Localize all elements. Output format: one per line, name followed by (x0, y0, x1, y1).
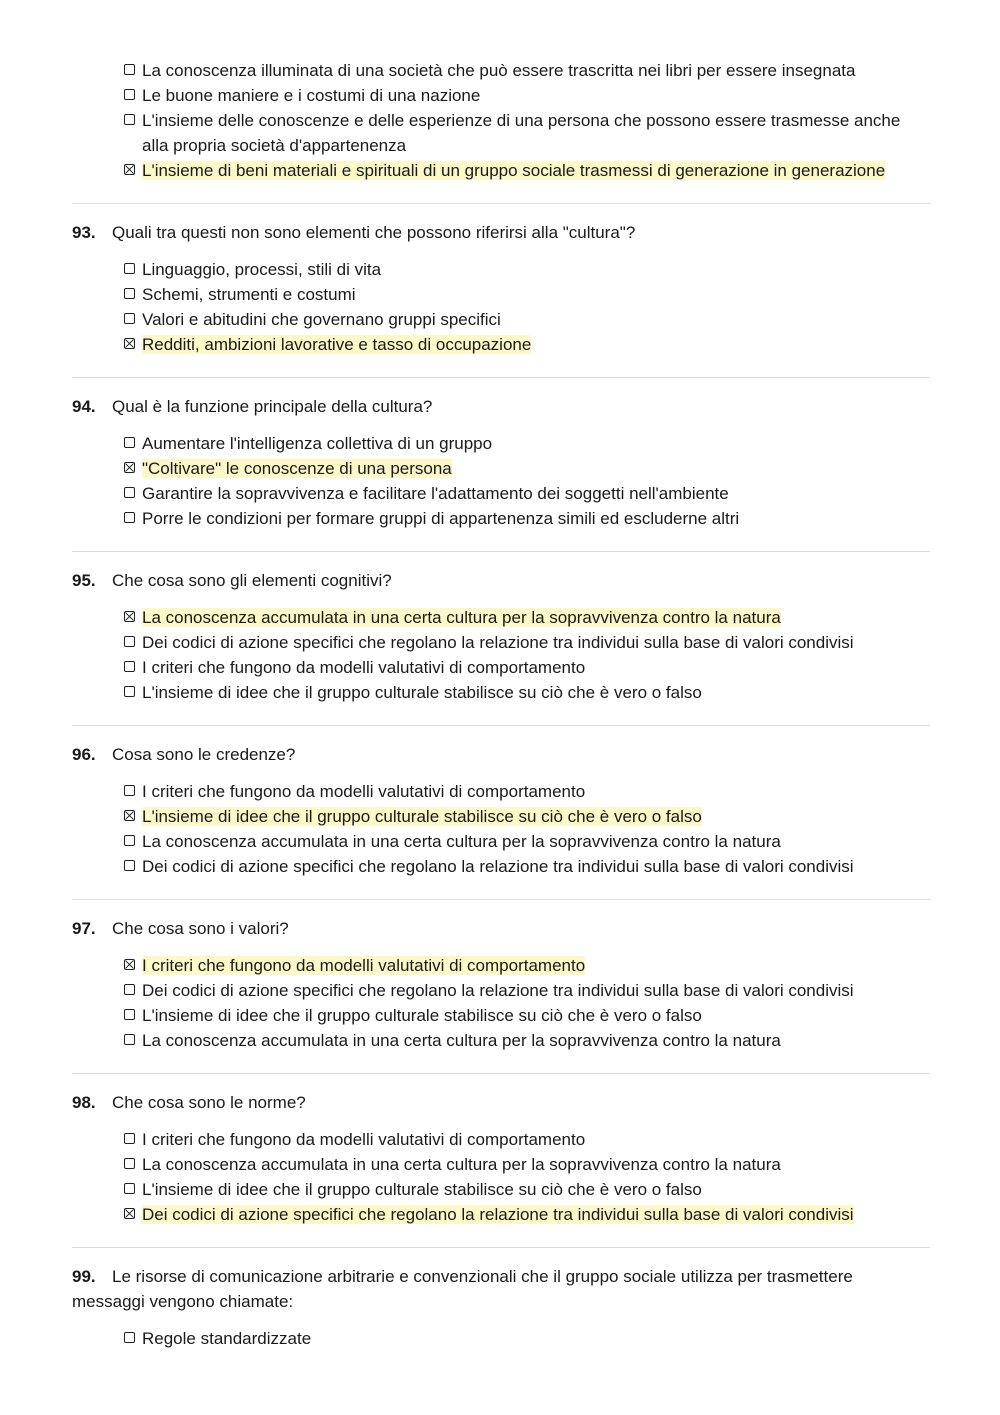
checkbox-icon[interactable] (124, 1034, 135, 1045)
option-text: Linguaggio, processi, stili di vita (142, 260, 382, 279)
option-item[interactable] (72, 978, 930, 1003)
option-text: Redditi, ambizioni lavorative e tasso di occupazione (142, 335, 532, 354)
option-item[interactable] (72, 1152, 930, 1177)
option-text: L'insieme di idee che il gruppo culturale stabilisce su ciò che è vero o falso (142, 1006, 702, 1025)
option-text: Dei codici di azione specifici che regolano la relazione tra individui sulla base di valori condivisi (142, 857, 854, 876)
checkbox-icon[interactable] (124, 661, 135, 672)
question-separator (72, 551, 930, 552)
checkbox-icon[interactable] (124, 64, 135, 75)
option-text: Garantire la sopravvivenza e facilitare l'adattamento dei soggetti nell'ambiente (142, 484, 729, 503)
option-item[interactable] (72, 481, 930, 506)
checked-box-icon[interactable] (124, 1208, 135, 1219)
question-number: 97. (72, 919, 96, 938)
top-options (72, 58, 930, 183)
option-text: L'insieme di idee che il gruppo culturale stabilisce su ciò che è vero o falso (142, 683, 702, 702)
question-number: 99. (72, 1267, 96, 1286)
question-separator (72, 203, 930, 204)
checked-box-icon[interactable] (124, 338, 135, 349)
checkbox-icon[interactable] (124, 984, 135, 995)
question-block (72, 220, 930, 357)
option-text: Dei codici di azione specifici che regolano la relazione tra individui sulla base di valori condivisi (142, 1205, 854, 1224)
option-item[interactable] (72, 854, 930, 879)
option-item[interactable] (72, 506, 930, 531)
option-text: Regole standardizzate (142, 1329, 312, 1348)
question-separator (72, 725, 930, 726)
option-item[interactable] (72, 58, 930, 83)
question-prompt (72, 1090, 930, 1115)
question-text: Qual è la funzione principale della cultura? (112, 397, 433, 416)
checkbox-icon[interactable] (124, 114, 135, 125)
checkbox-icon[interactable] (124, 437, 135, 448)
question-prompt (72, 1264, 930, 1314)
question-prompt (72, 742, 930, 767)
quiz-page (72, 58, 930, 1351)
question-separator (72, 1073, 930, 1074)
checkbox-icon[interactable] (124, 313, 135, 324)
checkbox-icon[interactable] (124, 1332, 135, 1343)
option-item[interactable] (72, 655, 930, 680)
question-number: 98. (72, 1093, 96, 1112)
option-item[interactable] (72, 829, 930, 854)
option-text: L'insieme di idee che il gruppo culturale stabilisce su ciò che è vero o falso (142, 807, 702, 826)
checkbox-icon[interactable] (124, 835, 135, 846)
question-number: 95. (72, 571, 96, 590)
option-text: La conoscenza accumulata in una certa cultura per la sopravvivenza contro la natura (142, 1031, 781, 1050)
question-number: 96. (72, 745, 96, 764)
checkbox-icon[interactable] (124, 1133, 135, 1144)
option-text: Aumentare l'intelligenza collettiva di un gruppo (142, 434, 493, 453)
option-text: I criteri che fungono da modelli valutativi di comportamento (142, 956, 586, 975)
option-text: La conoscenza illuminata di una società che può essere trascritta nei libri per essere insegnata (142, 61, 856, 80)
checkbox-icon[interactable] (124, 1009, 135, 1020)
checked-box-icon[interactable] (124, 959, 135, 970)
option-item[interactable] (72, 779, 930, 804)
checkbox-icon[interactable] (124, 1183, 135, 1194)
option-item[interactable] (72, 456, 930, 481)
option-item[interactable] (72, 332, 930, 357)
option-text: L'insieme di idee che il gruppo culturale stabilisce su ciò che è vero o falso (142, 1180, 702, 1199)
question-prompt (72, 220, 930, 245)
question-separator (72, 377, 930, 378)
checkbox-icon[interactable] (124, 487, 135, 498)
checkbox-icon[interactable] (124, 263, 135, 274)
option-item[interactable] (72, 282, 930, 307)
option-item[interactable] (72, 680, 930, 705)
option-text: L'insieme delle conoscenze e delle esperienze di una persona che possono essere trasmesse anche alla propria società d'appartenenza (142, 111, 901, 155)
checked-box-icon[interactable] (124, 810, 135, 821)
question-text: Le risorse di comunicazione arbitrarie e convenzionali che il gruppo sociale utilizza per trasmettere messaggi vengono chiamate: (72, 1267, 853, 1311)
question-number: 93. (72, 223, 96, 242)
option-item[interactable] (72, 1028, 930, 1053)
option-item[interactable] (72, 804, 930, 829)
option-item[interactable] (72, 1177, 930, 1202)
option-text: L'insieme di beni materiali e spirituali di un gruppo sociale trasmessi di generazione in generazione (142, 161, 886, 180)
question-text: Che cosa sono i valori? (112, 919, 289, 938)
question-text: Che cosa sono gli elementi cognitivi? (112, 571, 392, 590)
checkbox-icon[interactable] (124, 860, 135, 871)
checkbox-icon[interactable] (124, 1158, 135, 1169)
option-text: I criteri che fungono da modelli valutativi di comportamento (142, 658, 586, 677)
checkbox-icon[interactable] (124, 512, 135, 523)
question-separator (72, 899, 930, 900)
option-text: La conoscenza accumulata in una certa cultura per la sopravvivenza contro la natura (142, 1155, 781, 1174)
question-block (72, 394, 930, 531)
question-number: 94. (72, 397, 96, 416)
option-item[interactable] (72, 158, 930, 183)
question-text: Che cosa sono le norme? (112, 1093, 306, 1112)
checkbox-icon[interactable] (124, 686, 135, 697)
question-text: Quali tra questi non sono elementi che possono riferirsi alla "cultura"? (112, 223, 636, 242)
question-block (72, 568, 930, 705)
option-item[interactable] (72, 257, 930, 282)
question-list (72, 203, 930, 1351)
question-prompt (72, 394, 930, 419)
question-text: Cosa sono le credenze? (112, 745, 296, 764)
option-item[interactable] (72, 1003, 930, 1028)
option-text: Dei codici di azione specifici che regolano la relazione tra individui sulla base di valori condivisi (142, 981, 854, 1000)
option-text: Schemi, strumenti e costumi (142, 285, 356, 304)
option-text: La conoscenza accumulata in una certa cultura per la sopravvivenza contro la natura (142, 832, 781, 851)
option-item[interactable] (72, 1127, 930, 1152)
option-text: I criteri che fungono da modelli valutativi di comportamento (142, 782, 586, 801)
option-item[interactable] (72, 630, 930, 655)
question-prompt (72, 916, 930, 941)
checkbox-icon[interactable] (124, 89, 135, 100)
option-item[interactable] (72, 307, 930, 332)
option-text: Dei codici di azione specifici che regolano la relazione tra individui sulla base di valori condivisi (142, 633, 854, 652)
option-text: Porre le condizioni per formare gruppi di appartenenza simili ed escluderne altri (142, 509, 740, 528)
option-text: La conoscenza accumulata in una certa cultura per la sopravvivenza contro la natura (142, 608, 781, 627)
option-item[interactable] (72, 83, 930, 108)
option-item[interactable] (72, 605, 930, 630)
option-text: Le buone maniere e i costumi di una nazione (142, 86, 481, 105)
option-item[interactable] (72, 1202, 930, 1227)
question-block (72, 1090, 930, 1227)
question-block (72, 916, 930, 1053)
question-separator (72, 1247, 930, 1248)
checkbox-icon[interactable] (124, 785, 135, 796)
option-item[interactable] (72, 431, 930, 456)
option-item[interactable] (72, 953, 930, 978)
option-item[interactable] (72, 1326, 930, 1351)
checked-box-icon[interactable] (124, 462, 135, 473)
option-text: Valori e abitudini che governano gruppi specifici (142, 310, 501, 329)
option-text: I criteri che fungono da modelli valutativi di comportamento (142, 1130, 586, 1149)
checkbox-icon[interactable] (124, 288, 135, 299)
option-text: "Coltivare" le conoscenze di una persona (142, 459, 452, 478)
checked-box-icon[interactable] (124, 611, 135, 622)
checkbox-icon[interactable] (124, 636, 135, 647)
option-item[interactable] (72, 108, 930, 158)
question-block (72, 742, 930, 879)
checked-box-icon[interactable] (124, 164, 135, 175)
question-prompt (72, 568, 930, 593)
question-block (72, 1264, 930, 1351)
